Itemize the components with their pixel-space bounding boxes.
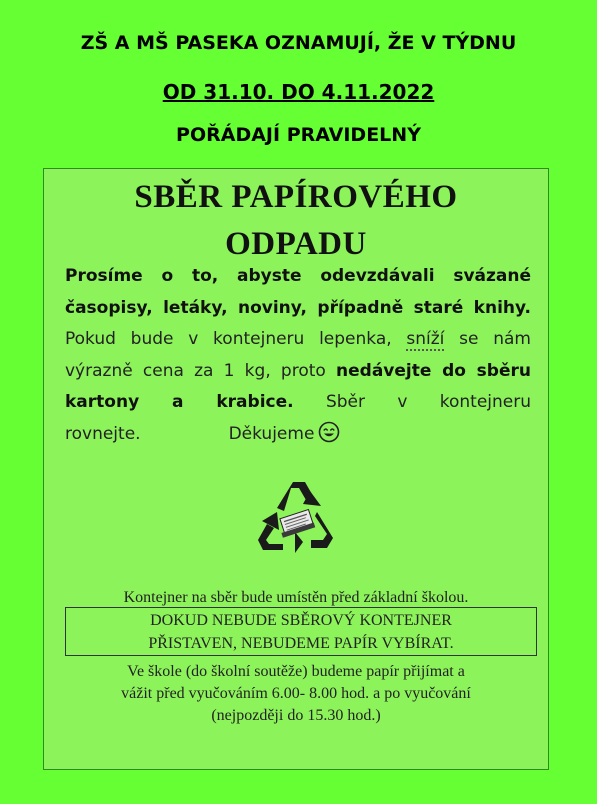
school-note-line-1: Ve škole (do školní soutěže) budeme papír přijímat a [127,663,465,680]
body-text-c: Sběr v kontejneru rovnejte. [65,392,532,444]
announcement-panel [43,168,549,770]
header-line-1: ZŠ A MŠ PASEKA OZNAMUJÍ, ŽE V TÝDNU [80,32,517,54]
body-text-b: se nám výrazně cena za 1 kg, proto [65,329,531,381]
body-paragraph [65,261,531,450]
smiley-icon [318,421,340,443]
body-text-dotted: sníží [406,329,445,349]
warning-box [65,607,537,656]
body-text-a: Pokud bude v kontejneru lepenka, [65,329,407,349]
request-text: Prosíme o to, abyste odevzdávali svázané časopisy, letáky, noviny, případně staré knihy. [65,266,531,318]
title-line-1: SBĚR PAPÍROVÉHO [134,179,458,215]
header-date-range [0,80,597,104]
school-note-line-3: (nejpozději do 15.30 hod.) [211,707,381,724]
thanks-text: Děkujeme [228,423,315,444]
title-line-2: ODPADU [225,226,367,262]
recycle-icon [255,476,337,558]
header-line-3: POŘÁDAJÍ PRAVIDELNÝ [176,124,421,146]
warning-box-line-1: DOKUD NEBUDE SBĚROVÝ KONTEJNER [150,612,452,629]
placement-note: Kontejner na sběr bude umístěn před základní školou. [123,589,469,606]
date-range-text: OD 31.10. DO 4.11.2022 [162,80,435,104]
warning-box-line-2: PŘISTAVEN, NEBUDEME PAPÍR VYBÍRAT. [148,635,454,652]
school-note-line-2: vážit před vyučováním 6.00- 8.00 hod. a po vyučování [121,685,471,702]
warning-text: nedávejte do sběru kartony a krabice. [65,360,531,412]
school-collection-note [44,661,548,727]
